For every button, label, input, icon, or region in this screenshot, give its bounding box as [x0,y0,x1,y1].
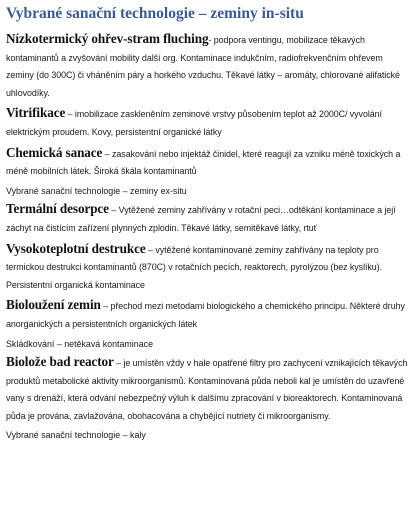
term-heading: Bioloužení zemin [6,297,101,313]
subheading-kaly: Vybrané sanační technologie – kaly [6,430,146,441]
term-heading: Vitrifikace [6,105,66,121]
section-nizkotermicky-ohrev [6,30,411,102]
term-description: – Vytěžené zeminy zahřívány v rotační peci…odtěkání kontaminace a její záchyt na čistícím zařízení plynných zplodin. Těkavé látky, semitěkavé látky, rtuť [6,205,396,233]
paragraph [6,296,411,333]
paragraph [6,144,411,181]
skladovani-line: Skládkování – netěkavá kontaminace [6,338,154,349]
term-description: – vytěžené kontaminované zeminy zahřívány na teploty pro termickou destrukci kontaminantů (870C) v rotačních pecích, reaktorech, pyrolýzou (bez kyslíku). Persistentní organická kontaminace [6,244,382,290]
section-vysokoteplotni-destrukce [6,240,411,295]
term-heading: Chemická sanace [6,144,103,160]
paragraph [6,353,411,425]
term-heading: Vysokoteplotní destrukce [6,240,146,256]
term-description: – přechod mezi metodami biologického a chemického principu. Některé druhy anorganických a persistentních organických látek [6,301,405,329]
term-heading: Biolože bad reactor [6,354,114,370]
section-biolouzeni-zemin [6,296,411,333]
term-heading: Termální desorpce [6,201,109,217]
section-chemicka-sanace [6,144,411,181]
section-bioreactor [6,353,411,425]
document-title: Vybrané sanační technologie – zeminy in-situ [6,5,304,22]
term-description: – zasakování nebo injektáž činidel, které reagují za vzniku méně toxických a méně mobilních látek. Široká škála kontaminantů [6,148,401,177]
section-vitrifikace [6,104,411,141]
paragraph [6,200,411,237]
section-termalni-desorpce [6,200,411,237]
term-heading: Nízkotermický ohřev-stram fluching [6,31,209,46]
paragraph [6,30,411,102]
document-page [6,4,411,445]
paragraph [6,104,411,141]
term-description: - podpora ventingu, mobilizace těkavých kontaminantů a zvyšování mobility další org. Kontaminace indukčním, radiofrekvenčním ohřevem zeminy (do 300C) či vháněním páry a horkého vzduchu. Těkavé látky – aromáty, chlorované alifatické uhlovodíky. [6,35,400,98]
subheading-ex-situ: Vybrané sanační technologie – zeminy ex-situ [6,185,187,196]
term-description: – je umístěn vždy v hale opatřené filtry pro zachycení vznikajících těkavých produktů metabolické aktivity mikroorganismů. Kontaminovaná půda neboli kal je umístěn do uzavřené vany s drenáží, která odvání nebezpečný výluh k dalšímu zpracování v bioreaktorech. Kontaminovaná půda je prována, zavlažována, obohacována a chybějící nutriety či mikroorganismy. [6,358,408,421]
term-description: – imobilizace zaskleněním zeminové vrstvy působením teplot až 2000C/ vyvolání elektrickým proudem. Kovy, persistentní organické látky [6,109,382,137]
paragraph [6,240,411,295]
